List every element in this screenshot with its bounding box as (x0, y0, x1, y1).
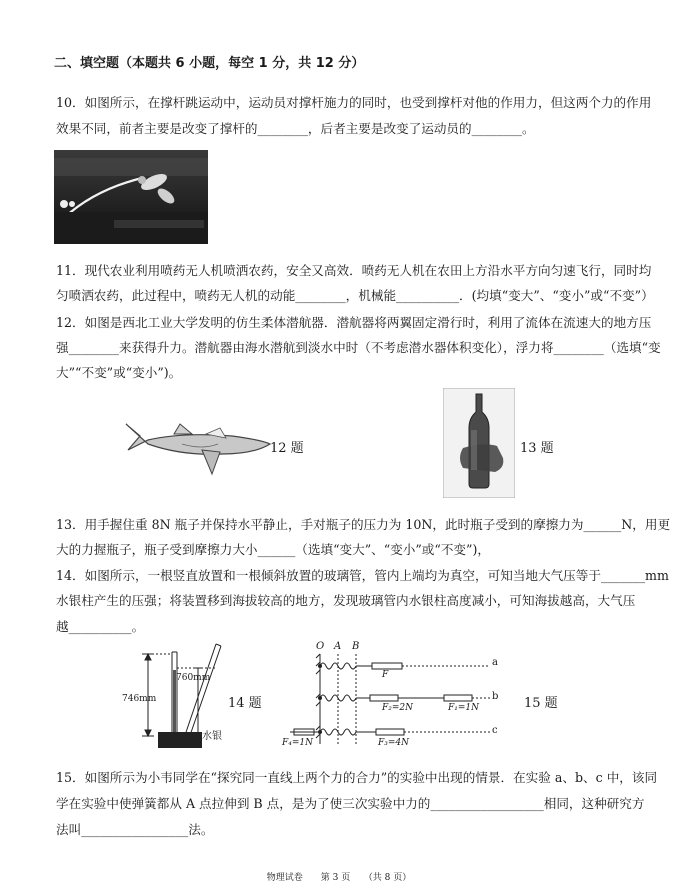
section-heading: 二、填空题（本题共 6 小题，每空 1 分，共 12 分） (54, 56, 365, 71)
q12-line3: 大”“不变”或“变小”)。 (56, 365, 182, 380)
q11-line1: 11．现代农业利用喷药无人机喷洒农药，安全又高效．喷药无人机在农田上方沿水平方向匀速飞行，同时均 (56, 263, 652, 278)
page-footer: 物理试卷 第 3 页 （共 8 页） (266, 873, 412, 883)
q14-line1: 14．如图所示，一根竖直放置和一根倾斜放置的玻璃管，管内上端均为真空，可知当地大气压等于_______mm (56, 568, 669, 583)
fig12-label: 12 题 (270, 441, 304, 456)
q14-line3: 越__________。 (56, 619, 145, 634)
force-F3-label: F₃=4N (378, 738, 409, 748)
case-a-label: a (492, 657, 498, 668)
height-760-label: 760mm (176, 673, 211, 683)
q15-line2: 学在实验中使弹簧都从 A 点拉伸到 B 点，是为了使三次实验中力的__________________相同，这种研究方 (56, 796, 645, 811)
q10-line2: 效果不同，前者主要是改变了撑杆的________，后者主要是改变了运动员的________。 (56, 121, 535, 136)
fig14-label: 14 题 (228, 696, 262, 711)
pole-vault-photo (54, 150, 208, 244)
force-F-label: F (382, 670, 389, 680)
mercury-label: 水银 (202, 731, 222, 742)
q11-line2: 匀喷洒农药，此过程中，喷药无人机的动能________，机械能__________．(均填“变大”、“变小”或“不变”） (56, 288, 654, 303)
case-c-label: c (492, 725, 498, 736)
q12-line2: 强________来获得升力。潜航器由海水潜航到淡水中时（不考虑潜水器体积变化），浮力将________（选填“变 (56, 340, 661, 355)
height-746-label: 746mm (122, 694, 157, 704)
force-F1-label: F₁=1N (448, 703, 479, 713)
point-A-label: A (334, 641, 342, 652)
q10-line1: 10．如图所示，在撑杆跳运动中，运动员对撑杆施力的同时，也受到撑杆对他的作用力，但这两个力的作用 (56, 95, 652, 110)
fig15-label: 15 题 (524, 696, 558, 711)
q14-line2: 水银柱产生的压强；将装置移到海拔较高的地方，发现玻璃管内水银柱高度减小，可知海拔越高，大气压 (56, 593, 636, 608)
force-F2-label: F₂=2N (382, 703, 413, 713)
q15-line1: 15．如图所示为小韦同学在“探究同一直线上两个力的合力”的实验中出现的情景．在实验 a、b、c 中，该同 (56, 770, 658, 785)
q12-line1: 12．如图是西北工业大学发明的仿生柔体潜航器．潜航器将两翼固定滑行时，利用了流体在流速大的地方压 (56, 315, 652, 330)
force-F4-label: F₄=1N (282, 738, 313, 748)
point-B-label: B (352, 641, 360, 652)
fig13-label: 13 题 (520, 441, 554, 456)
case-b-label: b (492, 691, 499, 702)
bottle-hand-photo (443, 388, 515, 498)
point-O-label: O (316, 641, 325, 652)
q13-line1: 13．用手握住重 8N 瓶子并保持水平静止，手对瓶子的压力为 10N，此时瓶子受到的摩擦力为______N，用更 (56, 517, 671, 532)
q13-line2: 大的力握瓶子，瓶子受到摩擦力大小______（选填“变大”、“变小”或“不变”)， (56, 542, 490, 557)
bionic-submersible-image (122, 410, 272, 480)
q15-line3: 法叫_________________法。 (56, 822, 214, 837)
